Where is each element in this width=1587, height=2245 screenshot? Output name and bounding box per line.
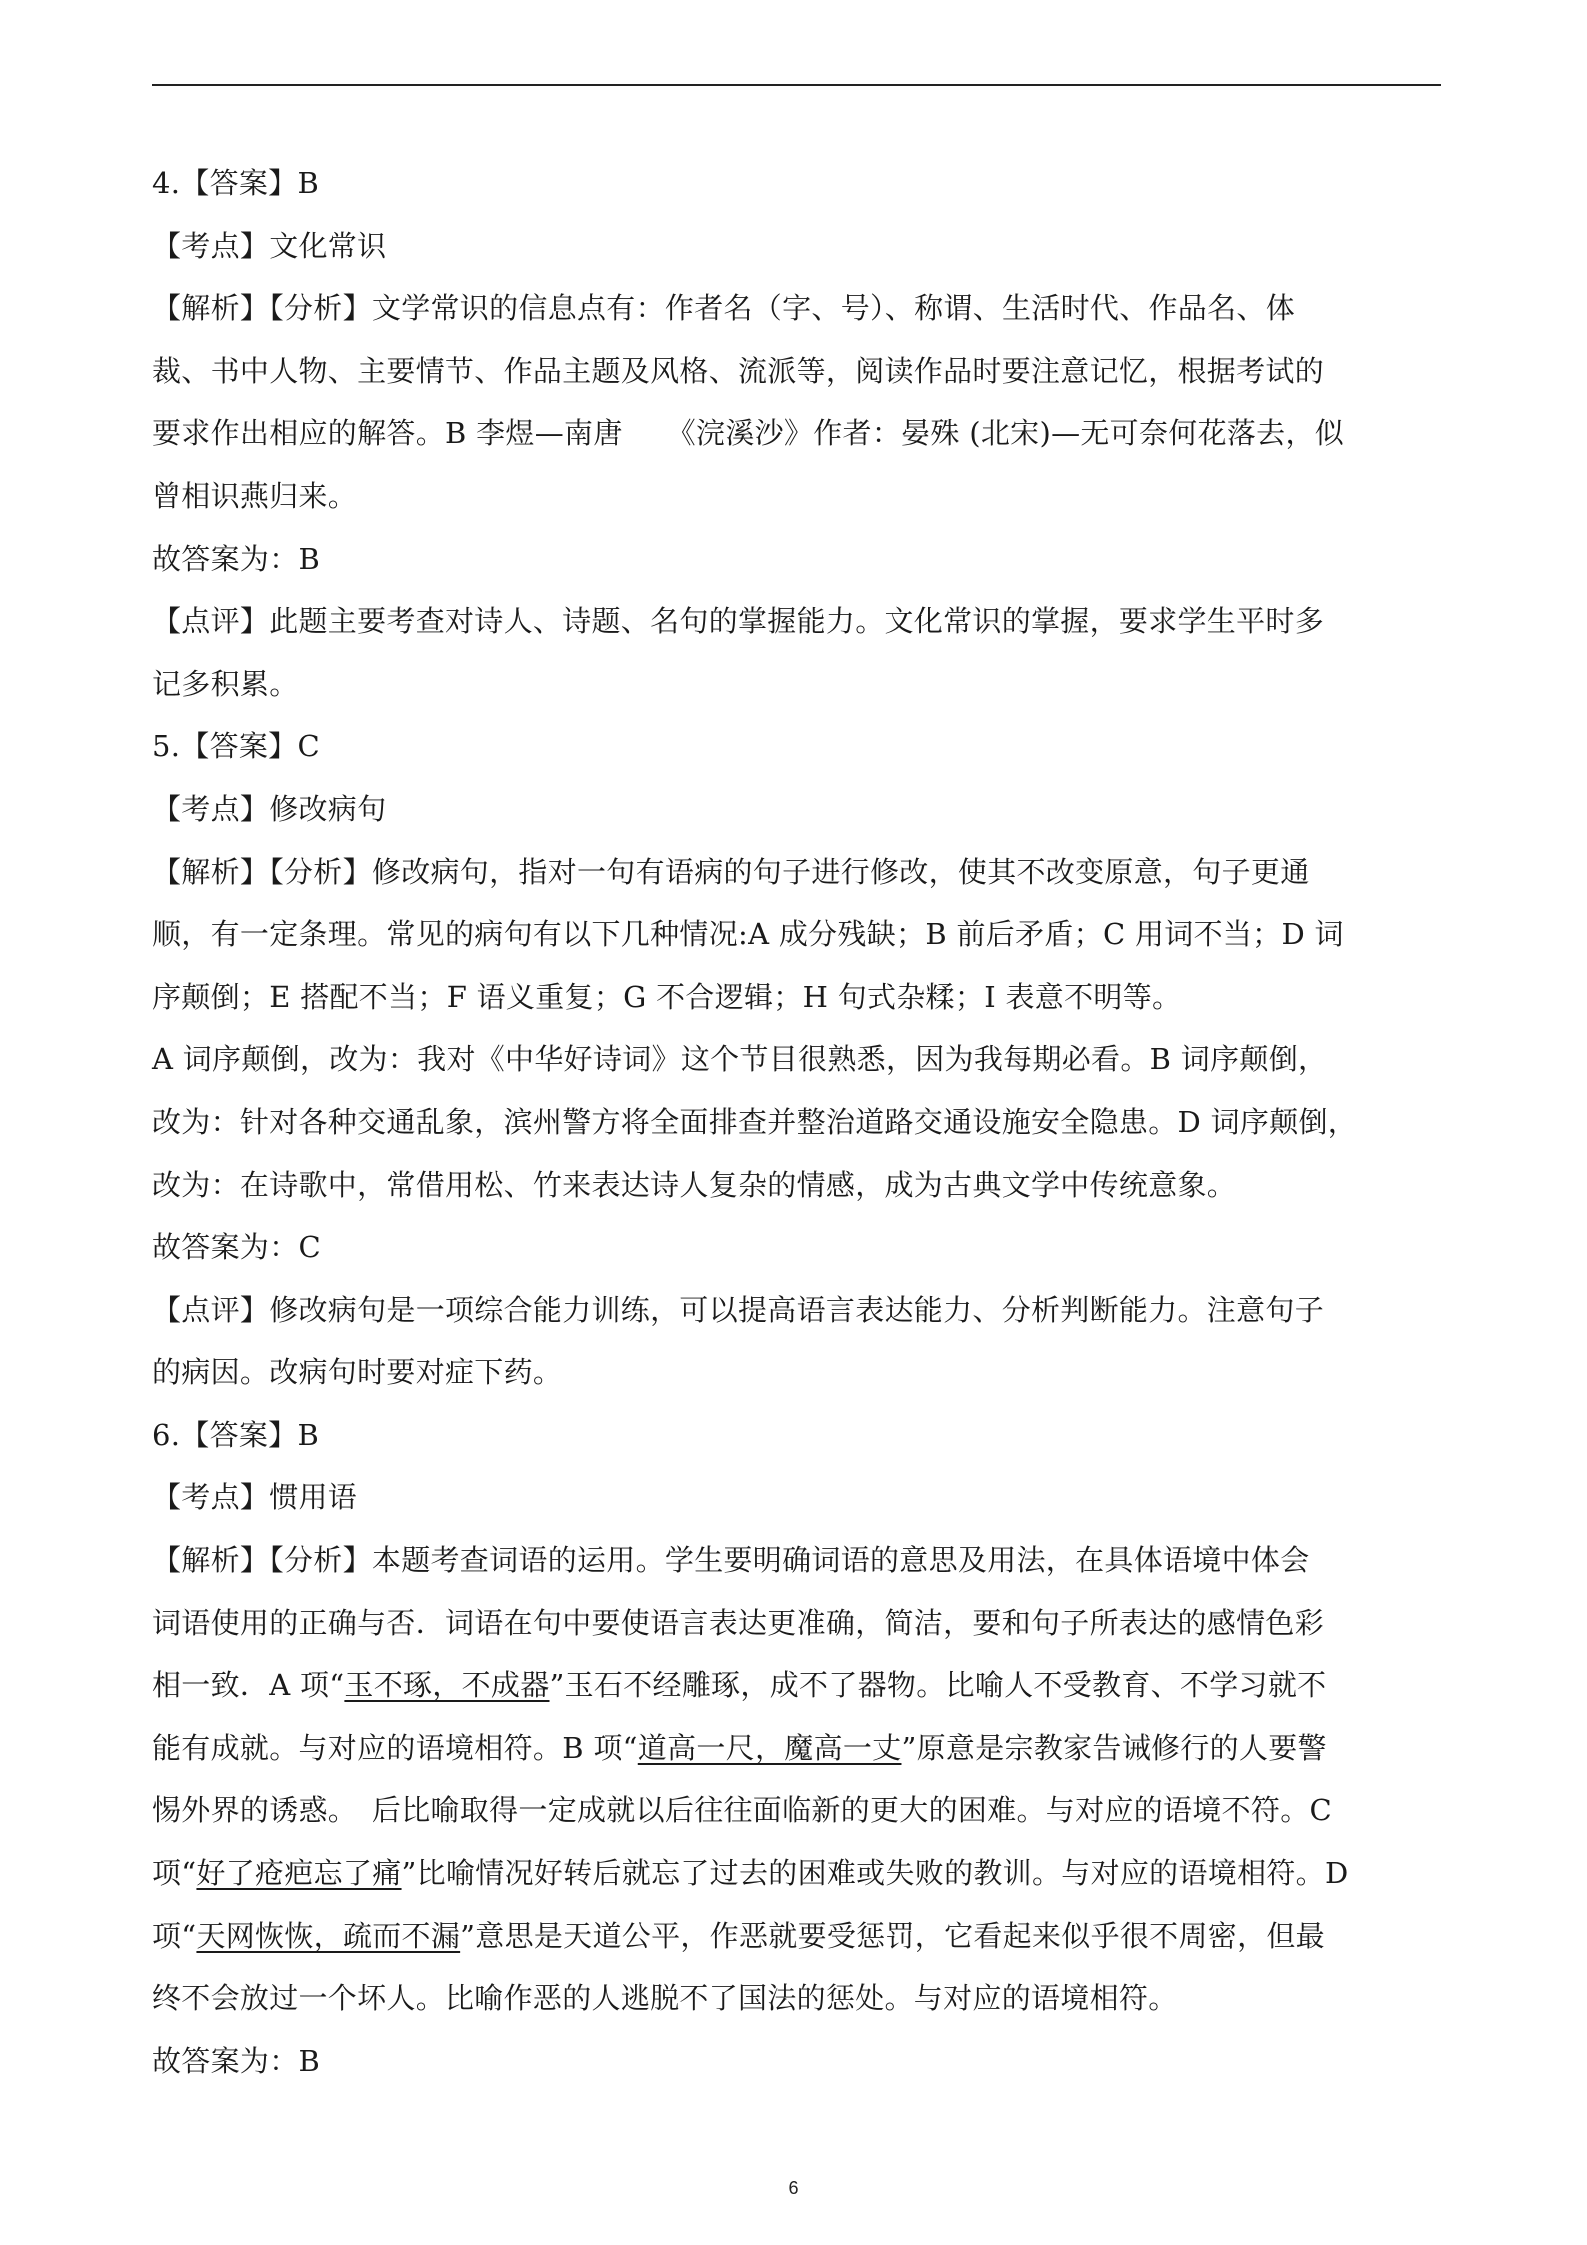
text-line [152,465,1441,528]
text-line [152,1529,1441,1592]
underlined-idiom: 玉不琢，不成器 [344,1668,550,1703]
text-line [152,215,1441,278]
underlined-idiom: 天网恢恢，疏而不漏 [196,1918,461,1953]
text-segment: 【解析】【分析】本题考查词语的运用。学生要明确词语的意思及用法，在具体语境中体会 [152,1543,1310,1578]
text-segment: 6.【答案】B [152,1417,320,1452]
text-line [152,1654,1441,1717]
text-line [152,1028,1441,1091]
text-segment: 【解析】【分析】文学常识的信息点有：作者名（字、号）、称谓、生活时代、作品名、体 [152,291,1296,326]
header-rule [152,84,1441,86]
page-number: 6 [788,2178,799,2198]
text-segment: 4.【答案】B [152,166,320,200]
text-line [152,1404,1441,1467]
text-segment: 能有成就。与对应的语境相符。B 项“ [152,1730,638,1765]
text-segment: 裁、书中人物、主要情节、作品主题及风格、流派等，阅读作品时要注意记忆，根据考试的 [152,353,1325,388]
text-line [152,966,1441,1029]
text-segment: ”比喻情况好转后就忘了过去的困难或失败的教训。与对应的语境相符。D [401,1856,1349,1891]
underlined-idiom: 好了疮疤忘了痛 [196,1856,402,1891]
text-segment: 【考点】惯用语 [152,1480,358,1515]
text-segment: ”玉石不经雕琢，成不了器物。比喻人不受教育、不学习就不 [549,1668,1327,1703]
text-segment: 序颠倒；E 搭配不当；F 语义重复；G 不合逻辑；H 句式杂糅；I 表意不明等。 [152,979,1182,1014]
text-segment: 【点评】修改病句是一项综合能力训练，可以提高语言表达能力、分析判断能力。注意句子 [152,1292,1325,1327]
text-segment: 改为：针对各种交通乱象，滨州警方将全面排查并整治道路交通设施安全隐患。D 词序颠倒， [152,1104,1358,1139]
text-segment: 改为：在诗歌中，常借用松、竹来表达诗人复杂的情感，成为古典文学中传统意象。 [152,1167,1237,1202]
text-segment: 曾相识燕归来。 [152,478,358,513]
text-segment: A 词序颠倒，改为：我对《中华好诗词》这个节目很熟悉，因为我每期必看。B 词序颠倒， [152,1042,1328,1077]
text-line [152,778,1441,841]
text-line [152,1216,1441,1279]
text-segment: 要求作出相应的解答。B 李煜—南唐 《浣溪沙》作者：晏殊 (北宋)—无可奈何花落去，似 [152,416,1345,451]
text-line [152,1905,1441,1968]
text-segment: ”意思是天道公平，作恶就要受惩罚，它看起来似乎很不周密，但最 [460,1918,1325,1953]
text-segment: 【考点】文化常识 [152,228,387,263]
text-segment: 【解析】【分析】修改病句，指对一句有语病的句子进行修改，使其不改变原意，句子更通 [152,854,1310,889]
text-segment: 故答案为：C [152,1230,321,1265]
text-line [152,1717,1441,1780]
document-body [152,152,1441,2092]
text-segment: 项“ [152,1918,197,1953]
text-segment: 记多积累。 [152,666,299,701]
text-line [152,1091,1441,1154]
text-segment: 的病因。改病句时要对症下药。 [152,1355,563,1390]
text-line [152,841,1441,904]
text-segment: 相一致．A 项“ [152,1668,345,1703]
text-line [152,277,1441,340]
text-line [152,1842,1441,1905]
text-line [152,152,1441,215]
text-line [152,590,1441,653]
text-segment: 故答案为：B [152,2043,321,2078]
text-segment: ”原意是宗教家告诫修行的人要警 [901,1730,1327,1765]
text-line [152,2030,1441,2093]
text-segment: 词语使用的正确与否．词语在句中要使语言表达更准确，简洁，要和句子所表达的感情色彩 [152,1605,1325,1640]
text-line [152,1279,1441,1342]
text-line [152,1779,1441,1842]
text-line [152,1466,1441,1529]
text-segment: 惕外界的诱惑。 后比喻取得一定成就以后往往面临新的更大的困难。与对应的语境不符。C [152,1793,1332,1828]
text-line [152,1592,1441,1655]
text-line [152,903,1441,966]
text-line [152,340,1441,403]
text-segment: 终不会放过一个坏人。比喻作恶的人逃脱不了国法的惩处。与对应的语境相符。 [152,1981,1178,2016]
text-segment: 故答案为：B [152,541,321,576]
text-line [152,528,1441,591]
text-segment: 5.【答案】C [152,729,320,764]
text-segment: 项“ [152,1856,197,1891]
text-line [152,1967,1441,2030]
text-line [152,1341,1441,1404]
text-segment: 【考点】修改病句 [152,791,387,826]
text-line [152,715,1441,778]
text-line [152,1154,1441,1217]
text-line [152,402,1441,465]
text-segment: 顺，有一定条理。常见的病句有以下几种情况:A 成分残缺；B 前后矛盾；C 用词不当；D 词 [152,917,1344,952]
text-segment: 【点评】此题主要考查对诗人、诗题、名句的掌握能力。文化常识的掌握，要求学生平时多 [152,604,1325,639]
text-line [152,653,1441,716]
underlined-idiom: 道高一尺，魔高一丈 [637,1730,902,1765]
